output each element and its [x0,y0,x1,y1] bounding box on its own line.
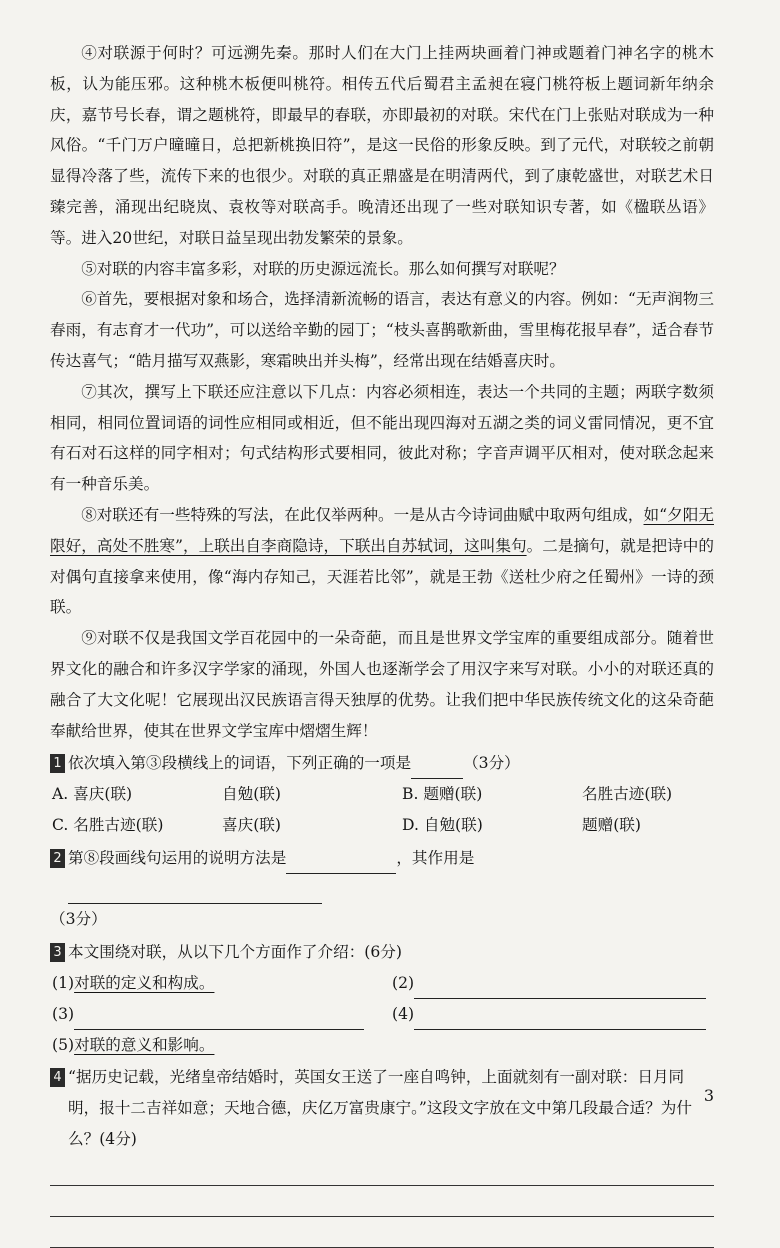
question-1 [50,748,714,840]
option-a-second: 自勉(联) [222,785,281,804]
question-3: 3 本文围绕对联，从以下几个方面作了介绍：(6分) (1) 对联的定义和构成。 (2) (3) (4) (5) 对联的意义和影响。 [50,937,714,1060]
paragraph-8 [50,500,714,623]
answer-blank-effect[interactable] [68,881,322,904]
question-number-badge: 3 [50,943,65,962]
paragraph-9: ⑨对联不仅是我国文学百花园中的一朵奇葩，而且是世界文学宝库的重要组成部分。随着世界文化的融合和许多汉字学家的涌现，外国人也逐渐学会了用汉字来写对联。小小的对联还真的融合了大文化呢！它展现出汉民族语言得天独厚的优势。让我们把中华民族传统文化的这朵奇葩奉献给世界，使其在世界文学宝库中熠熠生辉！ [50,629,714,740]
option-b-second: 名胜古迹(联) [582,785,673,804]
reading-passage [50,38,714,1248]
option-d-first[interactable]: D. 自勉(联) [402,815,483,834]
question-number-badge: 4 [50,1068,65,1087]
question-number-badge: 2 [50,849,65,868]
answer-blank-item-3[interactable] [74,1007,364,1030]
question-3-stem: 本文围绕对联，从以下几个方面作了介绍：(6分) [68,943,402,962]
question-4-stem: “据历史记载，光绪皇帝结婚时，英国女王送了一座自鸣钟，上面就刻有一副对联：日月同明，报十二吉祥如意；天地合德，庆亿万富贵康宁。”这段文字放在文中第几段最合适？为什么？(4分) [68,1068,692,1148]
question-4 [50,1062,714,1247]
answer-line[interactable] [50,1186,714,1217]
underlined-sentence: 如“夕阳无限好，高处不胜寒”，上联出自李商隐诗，下联出自苏轼词，这叫集句 [50,505,714,555]
paragraph-8-text-a: ⑧对联还有一些特殊的写法，在此仅举两种。一是从古今诗词曲赋中取两句组成， [81,505,644,524]
question-2-score: （3分） [50,910,107,929]
paragraph-4: ④对联源于何时？可远溯先秦。那时人们在大门上挂两块画着门神或题着门神名字的桃木板，认为能压邪。这种桃木板便叫桃符。相传五代后蜀君主孟昶在寝门桃符板上题词新年纳余庆，嘉节号长春，谓之题桃符，即最早的春联，亦即最初的对联。宋代在门上张贴对联成为一种风俗。“千门万户曈曈日，总把新桃换旧符”，是这一民俗的形象反映。到了元代，对联较之前朝显得冷落了些，流传下来的也很少。对联的真正鼎盛是在明清两代，到了康乾盛世，对联艺术日臻完善，涌现出纪晓岚、袁枚等对联高手。晚清还出现了一些对联知识专著，如《楹联丛语》等。进入20世纪，对联日益呈现出勃发繁荣的景象。 [50,44,714,247]
answer-item-5: 对联的意义和影响。 [74,1035,215,1054]
answer-blank[interactable] [411,756,463,779]
answer-item-1: 对联的定义和构成。 [74,973,215,992]
answer-line[interactable] [50,1155,714,1186]
option-d-second: 题赠(联) [582,815,641,834]
option-c-second: 喜庆(联) [222,815,281,834]
choice-options [50,779,714,841]
option-b-first[interactable]: B. 题赠(联) [402,785,483,804]
question-number-badge: 1 [50,754,65,773]
paragraph-5: ⑤对联的内容丰富多彩，对联的历史源远流长。那么如何撰写对联呢？ [81,259,565,278]
answer-blank-item-4[interactable] [414,1007,706,1030]
paragraph-8-text-b: 。二是摘句，就是把诗中的对偶句直接拿来使用，像“海内存知己，天涯若比邻”，就是王勃《送杜少府之任蜀州》一诗的颈联。 [50,536,714,617]
question-2 [50,843,714,935]
option-c-first[interactable]: C. 名胜古迹(联) [52,815,164,834]
question-1-stem: 依次填入第③段横线上的词语，下列正确的一项是 （3分） [68,748,714,779]
paragraph-6: ⑥首先，要根据对象和场合，选择清新流畅的语言，表达有意义的内容。例如：“无声润物三春雨，有志育才一代功”，可以送给辛勤的园丁；“枝头喜鹊歌新曲，雪里梅花报早春”，适合春节传达喜气；“皓月描写双燕影，寒霜映出并头梅”，经常出现在结婚喜庆时。 [50,290,714,370]
paragraph-7: ⑦其次，撰写上下联还应注意以下几点：内容必须相连，表达一个共同的主题；两联字数须相同，相同位置词语的词性应相同或相近，但不能出现四海对五湖之类的词义雷同情况，更不宜有石对石这样的同字相对；句式结构形式要相同，彼此对称；字音声调平仄相对，使对联念起来有一种音乐美。 [50,382,714,494]
question-2-stem: 第⑧段画线句运用的说明方法是 ，其作用是 [68,843,714,905]
answer-blank-item-2[interactable] [414,976,706,999]
answer-blank-method[interactable] [286,851,396,874]
answer-line[interactable] [50,1217,714,1248]
page-number: 3 [703,1086,714,1105]
option-a-first[interactable]: A. 喜庆(联) [52,785,133,804]
